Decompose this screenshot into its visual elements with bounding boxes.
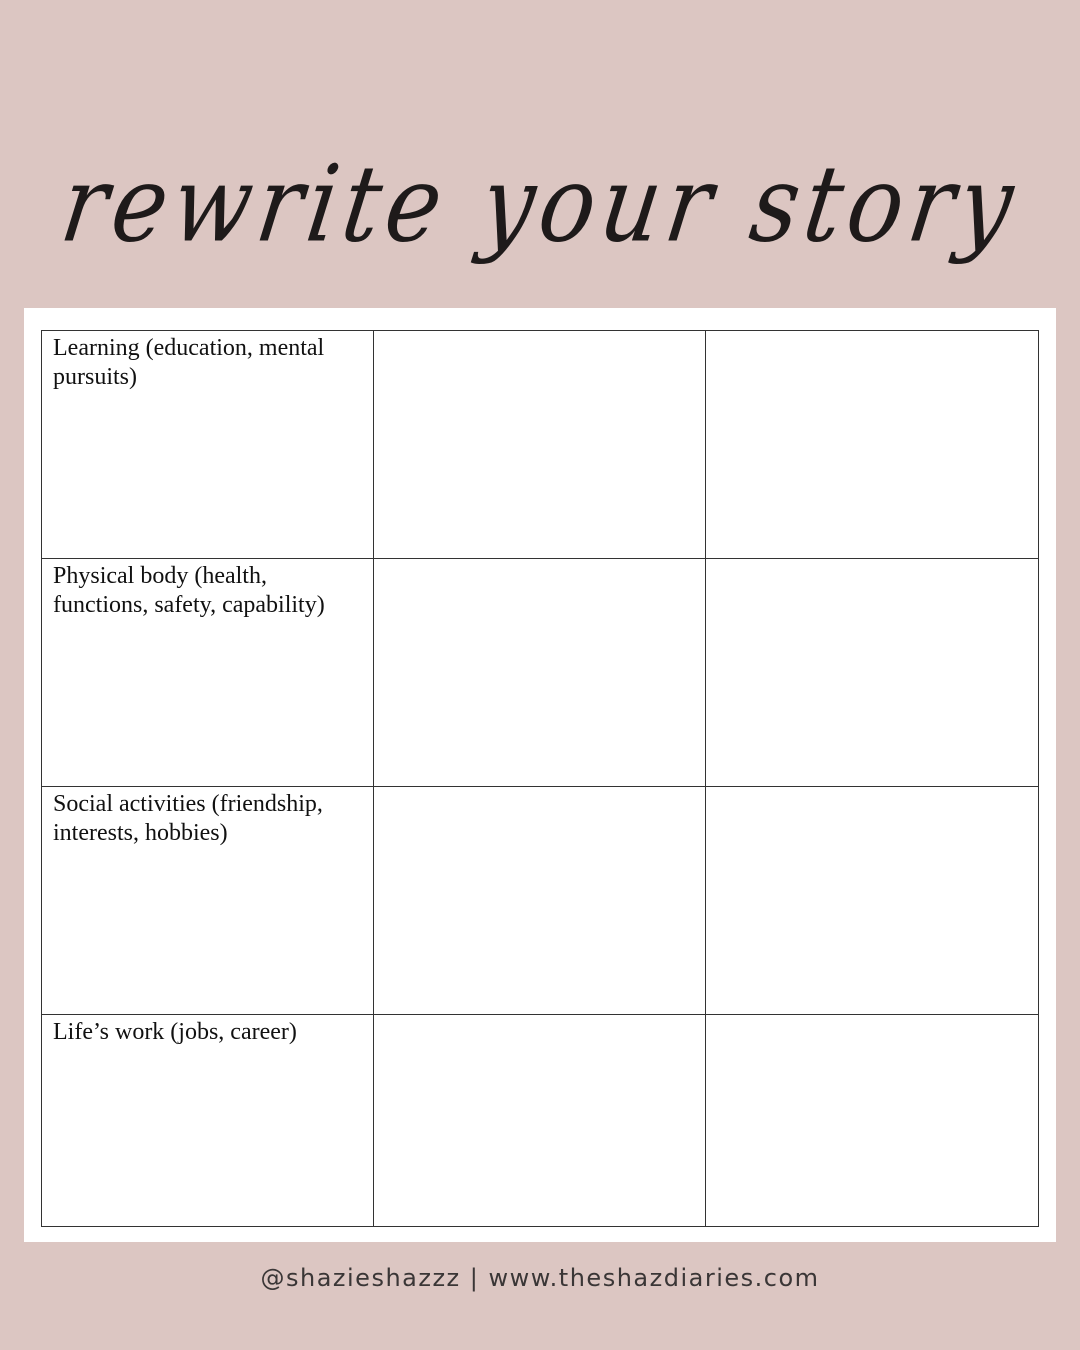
table-row bbox=[42, 1015, 1039, 1227]
writing-cell bbox=[706, 331, 1039, 559]
writing-cell bbox=[706, 559, 1039, 787]
table-row bbox=[42, 331, 1039, 559]
writing-cell bbox=[374, 1015, 706, 1227]
worksheet-card bbox=[24, 308, 1056, 1242]
row-label-social-activities: Social activities (friendship, interests, hobbies) bbox=[53, 791, 323, 846]
title-script-text: rewrite your story bbox=[54, 142, 1027, 266]
writing-cell bbox=[706, 787, 1039, 1015]
footer-credits: @shazieshazzz | www.theshazdiaries.com bbox=[260, 1264, 820, 1292]
writing-cell bbox=[706, 1015, 1039, 1227]
row-label-lifes-work: Life’s work (jobs, career) bbox=[53, 1019, 297, 1045]
writing-cell bbox=[374, 559, 706, 787]
row-label-cell bbox=[42, 1015, 374, 1227]
table-row bbox=[42, 559, 1039, 787]
page-title bbox=[0, 120, 1080, 290]
table-row bbox=[42, 787, 1039, 1015]
writing-cell bbox=[374, 787, 706, 1015]
row-label-cell bbox=[42, 559, 374, 787]
writing-cell bbox=[374, 331, 706, 559]
row-label-cell bbox=[42, 331, 374, 559]
worksheet-table bbox=[41, 330, 1039, 1227]
row-label-physical-body: Physical body (health, functions, safety, capability) bbox=[53, 563, 325, 618]
row-label-cell bbox=[42, 787, 374, 1015]
row-label-learning: Learning (education, mental pursuits) bbox=[53, 335, 325, 390]
